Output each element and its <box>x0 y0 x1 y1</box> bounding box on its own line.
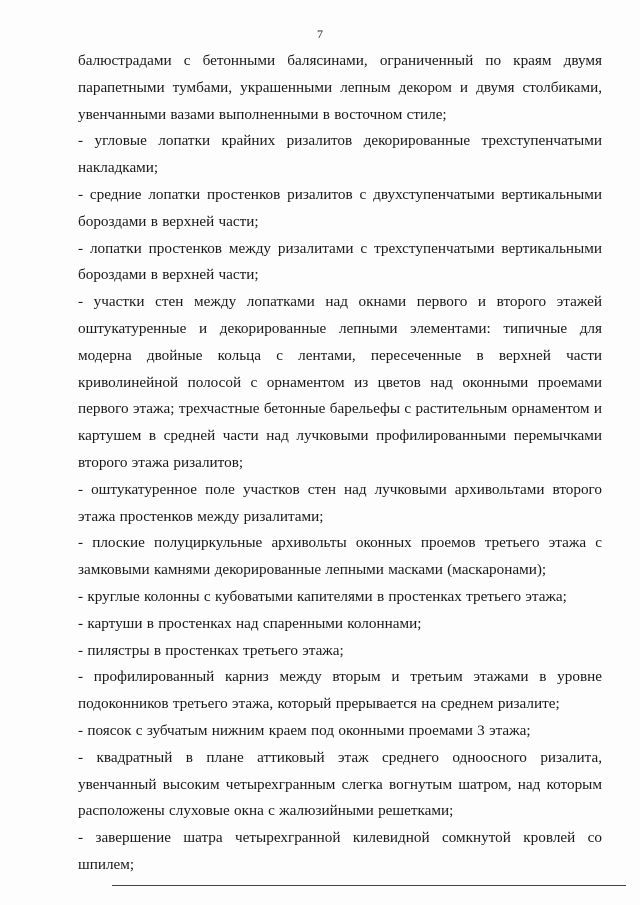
list-item-round-columns: - круглые колонны с кубоватыми капителями в простенках третьего этажа; <box>78 587 567 605</box>
list-item-corner-pilasters: - угловые лопатки крайних ризалитов декорированные трехступенчатыми накладками; <box>78 132 602 177</box>
document-body <box>78 48 602 879</box>
list-item-pilasters-between-risalits: - лопатки простенков между ризалитами с трехступенчатыми вертикальными бороздами в верхней части; <box>78 239 602 284</box>
scan-bottom-edge-line <box>112 885 626 886</box>
list-item-cornice: - профилированный карниз между вторым и третьим этажами в уровне подоконников третьего этажа, который прерывается на среднем ризалите; <box>78 668 602 713</box>
list-item-attic-floor: - квадратный в плане аттиковый этаж среднего одноосного ризалита, увенчанный высоким четырехгранным слегка вогнутым шатром, над которым расположены слуховые окна с жалюзийными решетками; <box>78 748 602 820</box>
list-item-tent-roof-spire: - завершение шатра четырехгранной килевидной сомкнутой кровлей со шпилем; <box>78 829 602 873</box>
list-item-wall-sections-decor: - участки стен между лопатками над окнами первого и второго этажей оштукатуренные и декорированные лепными элементами: типичные для модерна двойные кольца с лентами, пересеченные в верхней части криволинейной полосой с орнаментом из цветов над оконными проемами первого этажа; трехчастные бетонные барельефы с растительным орнаментом и картушем в средней части над лучковыми профилированными перемычками второго этажа ризалитов; <box>78 293 602 471</box>
list-item-pilasters-third-floor: - пилястры в простенках третьего этажа; <box>78 641 344 659</box>
list-item-dentil-belt: - поясок с зубчатым нижним краем под оконными проемами 3 этажа; <box>78 721 531 739</box>
paragraph-balustrade: балюстрадами с бетонными балясинами, ограниченный по краям двумя парапетными тумбами, украшенными лепным декором и двумя столбиками, увенчанными вазами выполненными в восточном стиле; <box>78 52 602 123</box>
list-item-archivolts: - плоские полуциркульные архивольты оконных проемов третьего этажа с замковыми камнями декорированные лепными масками (маскаронами); <box>78 534 602 579</box>
list-item-cartouches: - картуши в простенках над спаренными колоннами; <box>78 614 422 632</box>
list-item-middle-pilasters: - средние лопатки простенков ризалитов с двухступенчатыми вертикальными бороздами в верхней части; <box>78 185 602 230</box>
page-number: 7 <box>317 27 323 41</box>
list-item-plastered-field: - оштукатуренное поле участков стен над лучковыми архивольтами второго этажа простенков между ризалитами; <box>78 480 602 525</box>
